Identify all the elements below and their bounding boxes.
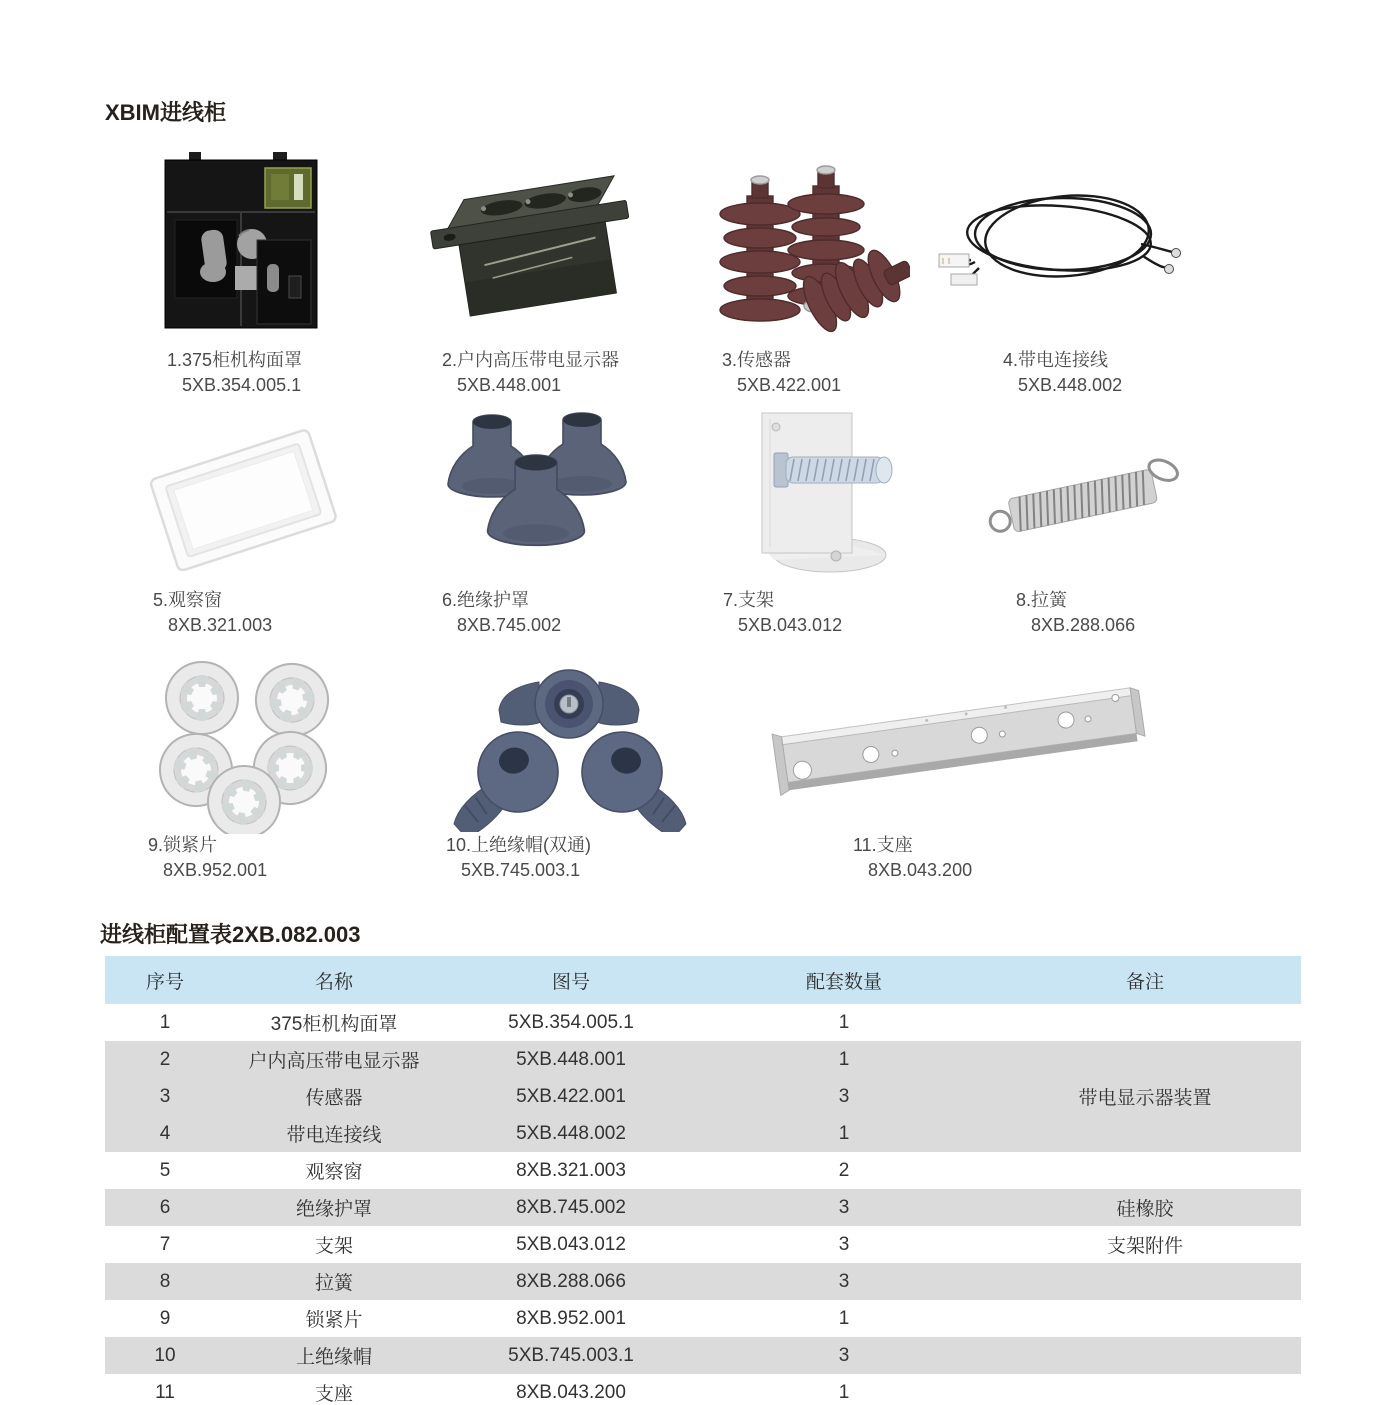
figure-caption-name: 9.锁紧片 [148, 835, 218, 855]
figure-caption-name: 1.375柜机构面罩 [167, 350, 303, 370]
cell-name: 375柜机构面罩 [270, 1014, 398, 1035]
figure-caption-name: 11.支座 [853, 835, 913, 855]
table-row [105, 1300, 1301, 1337]
cell-remark [989, 1374, 1301, 1405]
cell-qty: 3 [699, 1189, 989, 1226]
figure-10 [438, 648, 702, 832]
cell-remark-group: 带电显示器装置 [989, 1041, 1301, 1152]
figure-caption-name: 5.观察窗 [153, 590, 223, 610]
figure-7 [722, 395, 910, 583]
cell-qty: 3 [699, 1263, 989, 1300]
table-row [105, 1263, 1301, 1300]
figure-3 [698, 148, 910, 344]
cell-no: 1 [159, 1011, 171, 1033]
insulation-boot-photo [430, 402, 642, 580]
table-row [105, 1152, 1301, 1189]
cell-qty: 3 [699, 1078, 989, 1115]
figure-11-caption [853, 833, 972, 883]
cell-code: 8XB.745.002 [443, 1189, 699, 1226]
cell-remark: 硅橡胶 [989, 1189, 1301, 1226]
cell-remark [989, 1337, 1301, 1374]
cell-code: 5XB.448.002 [443, 1115, 699, 1152]
cell-qty: 1 [699, 1041, 989, 1078]
cell-name: 拉簧 [225, 1263, 443, 1300]
figure-2 [420, 160, 640, 336]
cell-name: 带电连接线 [225, 1115, 443, 1152]
cell-qty: 2 [838, 1159, 850, 1181]
cell-no: 8 [105, 1263, 225, 1300]
table-title: 进线柜配置表2XB.082.003 [100, 922, 361, 947]
cell-name: 绝缘护罩 [225, 1189, 443, 1226]
figure-1 [155, 148, 327, 338]
config-table [105, 956, 1301, 1405]
figure-6 [430, 402, 642, 580]
cell-qty: 1 [838, 1307, 850, 1329]
sensor-photo [698, 148, 910, 344]
table-row [105, 1337, 1301, 1374]
figure-9-caption [148, 833, 267, 883]
cell-name: 支座 [225, 1374, 443, 1405]
cell-code: 5XB.354.005.1 [508, 1011, 634, 1033]
figure-6-caption [442, 588, 561, 638]
col-header-code: 图号 [443, 956, 699, 1004]
col-header-name: 名称 [225, 956, 443, 1004]
cell-qty: 1 [699, 1115, 989, 1152]
cell-no: 4 [105, 1115, 225, 1152]
cell-remark: 支架附件 [1106, 1236, 1183, 1257]
figure-caption-name: 8.拉簧 [1016, 590, 1068, 610]
lock-washer-photo [140, 650, 358, 834]
table-row [105, 1189, 1301, 1226]
figure-4 [935, 182, 1187, 310]
figure-caption-code: 8XB.952.001 [163, 860, 268, 880]
cell-remark [989, 1004, 1301, 1041]
figure-caption-code: 8XB.321.003 [168, 615, 273, 635]
figure-caption-code: 5XB.043.012 [738, 615, 843, 635]
cell-name: 支架 [314, 1236, 353, 1257]
cell-code: 8XB.043.200 [443, 1374, 699, 1405]
cell-no: 11 [105, 1374, 225, 1405]
mechanism-panel-photo [155, 148, 327, 338]
cell-no: 3 [105, 1078, 225, 1115]
table-row [105, 1374, 1301, 1405]
bracket-photo [722, 395, 910, 583]
figure-3-caption [722, 348, 841, 398]
observation-window-photo [140, 418, 348, 580]
cell-qty: 1 [699, 1374, 989, 1405]
cell-code: 5XB.422.001 [443, 1078, 699, 1115]
cell-code: 5XB.043.012 [516, 1233, 626, 1255]
col-header-no: 序号 [105, 956, 225, 1004]
cell-no: 2 [105, 1041, 225, 1078]
cell-name: 户内高压带电显示器 [225, 1041, 443, 1078]
cell-code: 5XB.448.001 [443, 1041, 699, 1078]
table-row [105, 1226, 1301, 1263]
cell-no: 7 [159, 1233, 171, 1255]
cell-remark [989, 1263, 1301, 1300]
figure-caption-code: 5XB.448.001 [457, 375, 562, 395]
voltage-display-photo [420, 160, 640, 336]
spring-photo [972, 438, 1190, 566]
figure-caption-code: 8XB.043.200 [868, 860, 973, 880]
figure-8 [972, 438, 1190, 566]
figure-caption-code: 5XB.354.005.1 [182, 375, 302, 395]
cell-qty: 3 [838, 1233, 850, 1255]
cell-qty: 3 [699, 1337, 989, 1374]
figure-caption-name: 6.绝缘护罩 [442, 590, 530, 610]
cell-name: 传感器 [225, 1078, 443, 1115]
cell-code: 5XB.745.003.1 [443, 1337, 699, 1374]
figure-caption-name: 3.传感器 [722, 350, 792, 370]
col-header-qty: 配套数量 [699, 956, 989, 1004]
figure-caption-code: 5XB.745.003.1 [461, 860, 581, 880]
col-header-remark: 备注 [989, 956, 1301, 1004]
cell-remark [989, 1152, 1301, 1189]
figure-11 [770, 658, 1150, 825]
figure-caption-code: 8XB.288.066 [1031, 615, 1136, 635]
figure-caption-code: 5XB.422.001 [737, 375, 842, 395]
figure-caption-name: 10.上绝缘帽(双通) [446, 835, 592, 855]
cell-code: 8XB.952.001 [516, 1307, 626, 1329]
cell-code: 8XB.321.003 [516, 1159, 626, 1181]
figure-10-caption [446, 833, 591, 883]
table-header-row [105, 956, 1301, 1004]
cell-remark [989, 1300, 1301, 1337]
figure-1-caption [167, 348, 302, 398]
figure-4-caption [1003, 348, 1122, 398]
cell-no: 10 [105, 1337, 225, 1374]
figure-caption-name: 2.户内高压带电显示器 [442, 350, 620, 370]
page-title: XBIM进线柜 [105, 100, 227, 125]
support-bar-photo [770, 658, 1150, 825]
cell-name: 锁紧片 [305, 1310, 363, 1331]
figure-caption-name: 4.带电连接线 [1003, 350, 1109, 370]
cell-no: 9 [159, 1307, 171, 1329]
cell-name: 上绝缘帽 [225, 1337, 443, 1374]
insulation-cap-photo [438, 648, 702, 832]
cell-no: 5 [159, 1159, 171, 1181]
figure-7-caption [723, 588, 842, 638]
connection-cable-photo [935, 182, 1187, 310]
cell-qty: 1 [838, 1011, 850, 1033]
table-row [105, 1004, 1301, 1041]
figure-caption-code: 5XB.448.002 [1018, 375, 1123, 395]
cell-name: 观察窗 [305, 1162, 363, 1183]
figure-5-caption [153, 588, 272, 638]
figure-caption-code: 8XB.745.002 [457, 615, 562, 635]
figure-9 [140, 650, 358, 834]
table-row [105, 1041, 1301, 1078]
figure-8-caption [1016, 588, 1135, 638]
figure-caption-name: 7.支架 [723, 590, 775, 610]
figure-5 [140, 418, 348, 580]
cell-no: 6 [105, 1189, 225, 1226]
cell-code: 8XB.288.066 [443, 1263, 699, 1300]
figure-2-caption [442, 348, 619, 398]
